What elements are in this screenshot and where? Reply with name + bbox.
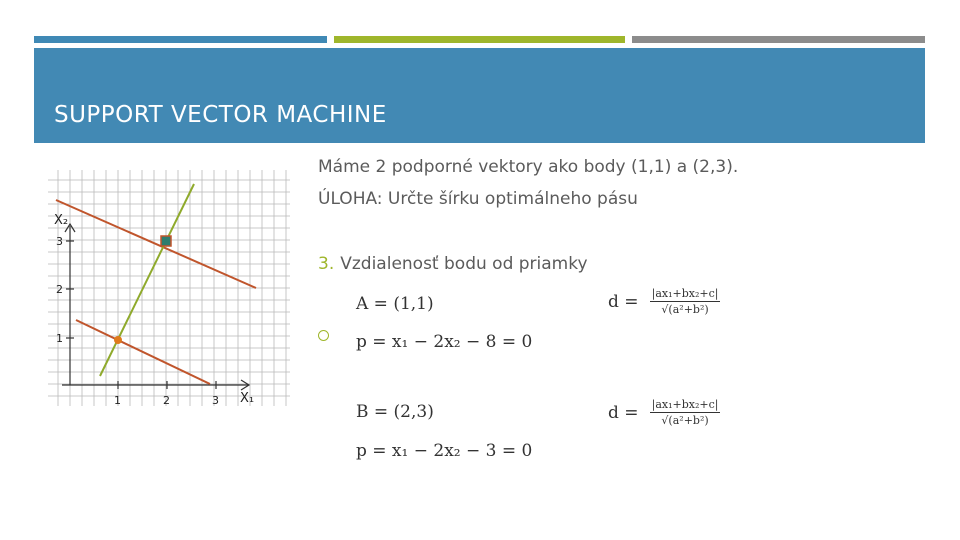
distance-formula	[608, 287, 720, 316]
task-text: ÚLOHA: Určte šírku optimálneho pásu	[318, 189, 638, 209]
step-heading	[318, 254, 588, 274]
distance-lhs: d =	[608, 291, 639, 312]
x-tick-label: 1	[114, 394, 121, 406]
y-tick-label: 3	[56, 235, 63, 248]
separator-line	[100, 184, 194, 376]
y-tick-label: 1	[56, 332, 63, 345]
bullet-circle-icon	[318, 330, 329, 341]
distance-denominator: √(a²+b²)	[661, 414, 709, 427]
distance-numerator: |ax₁+bx₂+c|	[651, 287, 719, 300]
support-point-b	[161, 236, 171, 246]
accent-bar-green	[334, 36, 625, 43]
distance-denominator: √(a²+b²)	[661, 303, 709, 316]
y-tick-label: 2	[56, 283, 63, 296]
title-header	[34, 48, 925, 143]
support-point-a	[114, 336, 122, 344]
support-vectors-text: Máme 2 podporné vektory ako body (1,1) a (2,3).	[318, 157, 739, 177]
graph-figure	[48, 170, 290, 406]
line-b-equation: p = x₁ − 2x₂ − 3 = 0	[356, 441, 533, 461]
point-b-equation: B = (2,3)	[356, 402, 434, 422]
distance-formula	[608, 398, 720, 427]
x-axis-label: X₁	[240, 391, 255, 406]
axes	[62, 224, 249, 390]
slide-title: SUPPORT VECTOR MACHINE	[54, 102, 387, 128]
x-tick-label: 3	[212, 394, 219, 406]
step-number: 3.	[318, 254, 335, 274]
y-axis-label: X₂	[54, 213, 69, 228]
accent-bar-blue	[34, 36, 327, 43]
point-a-equation: A = (1,1)	[356, 294, 434, 314]
x-tick-label: 2	[163, 394, 170, 406]
step-text: Vzdialenosť bodu od priamky	[340, 254, 588, 274]
distance-lhs: d =	[608, 402, 639, 423]
distance-numerator: |ax₁+bx₂+c|	[651, 398, 719, 411]
line-a-equation: p = x₁ − 2x₂ − 8 = 0	[356, 332, 533, 352]
accent-bar-gray	[632, 36, 925, 43]
